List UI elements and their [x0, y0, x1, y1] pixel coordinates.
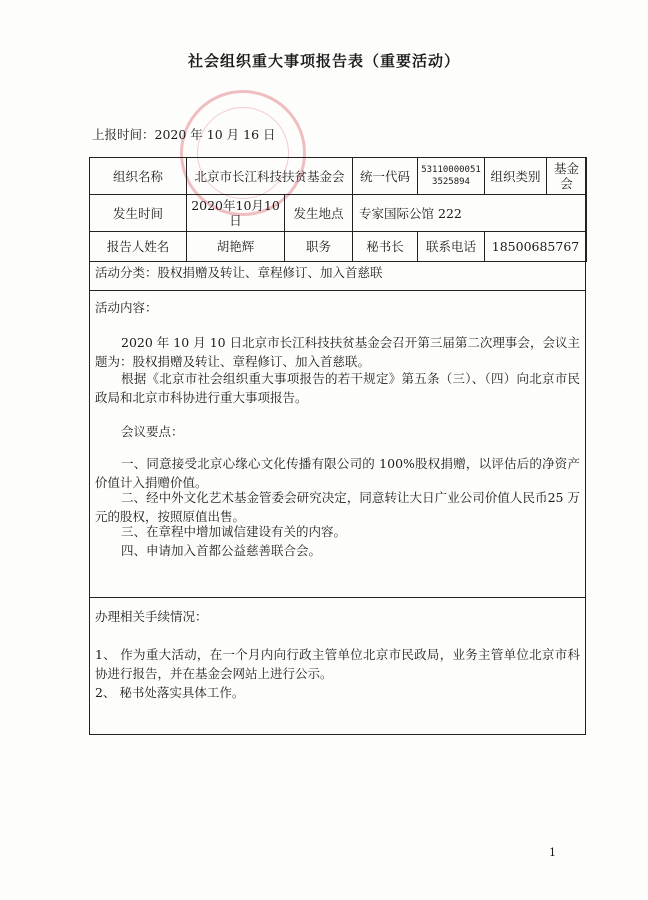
table-row — [90, 232, 587, 262]
activity-category: 活动分类：股权捐赠及转让、章程修订、加入首慈联 — [95, 265, 383, 280]
credit-code-label: 统一代码 — [353, 158, 418, 195]
place-label: 发生地点 — [285, 195, 353, 232]
phone-value: 18500685767 — [485, 232, 587, 262]
position-value: 秘书长 — [353, 232, 418, 262]
org-name-label: 组织名称 — [90, 158, 187, 195]
table-row — [90, 195, 587, 232]
position-label: 职务 — [285, 232, 353, 262]
report-time: 上报时间：2020 年 10 月 16 日 — [92, 127, 276, 142]
org-type-label: 组织类别 — [485, 158, 547, 195]
divider — [89, 597, 586, 598]
info-table — [89, 157, 587, 262]
meeting-point-2: 二、经中外文化艺术基金管委会研究决定，同意转让大日广业公司价值人民币25 万元的股权，按照原值出售。 — [95, 490, 580, 524]
content-paragraph-2: 根据《北京市社会组织重大事项报告的若干规定》第五条（三）、（四）向北京市民政局和北京市科协进行重大事项报告。 — [95, 371, 580, 405]
org-type-value: 基金会 — [547, 158, 587, 195]
reporter-value: 胡艳辉 — [187, 232, 285, 262]
procedure-item-1: 1、 作为重大活动，在一个月内向行政主管单位北京市民政局，业务主管单位北京市科协进行报告，并在基金会网站上进行公示。 — [95, 647, 580, 681]
meeting-point-4: 四、申请加入首都公益慈善联合会。 — [121, 543, 322, 558]
procedures-label: 办理相关手续情况： — [95, 609, 208, 624]
page-number: 1 — [549, 846, 556, 859]
meeting-point-1: 一、同意接受北京心缘心文化传播有限公司的 100%股权捐赠，以评估后的净资产价值计入捐赠价值。 — [95, 456, 580, 490]
divider — [89, 290, 586, 291]
document-title: 社会组织重大事项报告表（重要活动） — [187, 52, 460, 70]
place-value: 专家国际公馆 222 — [353, 195, 587, 232]
content-paragraph-1: 2020 年 10 月 10 日北京市长江科技扶贫基金会召开第三届第二次理事会，会议主题为：股权捐赠及转让、章程修订、加入首慈联。 — [95, 335, 580, 369]
meeting-points-title: 会议要点： — [121, 424, 184, 439]
phone-label: 联系电话 — [418, 232, 485, 262]
reporter-label: 报告人姓名 — [90, 232, 187, 262]
org-name-value: 北京市长江科技扶贫基金会 — [187, 158, 353, 195]
time-value: 2020年10月10日 — [187, 195, 285, 232]
meeting-point-3: 三、在章程中增加诚信建设有关的内容。 — [121, 524, 347, 539]
table-row — [90, 158, 587, 195]
procedure-item-2: 2、 秘书处落实具体工作。 — [95, 685, 245, 700]
time-label: 发生时间 — [90, 195, 187, 232]
credit-code-value: 53110000051 3525894 — [418, 158, 485, 195]
content-label: 活动内容： — [95, 300, 158, 315]
